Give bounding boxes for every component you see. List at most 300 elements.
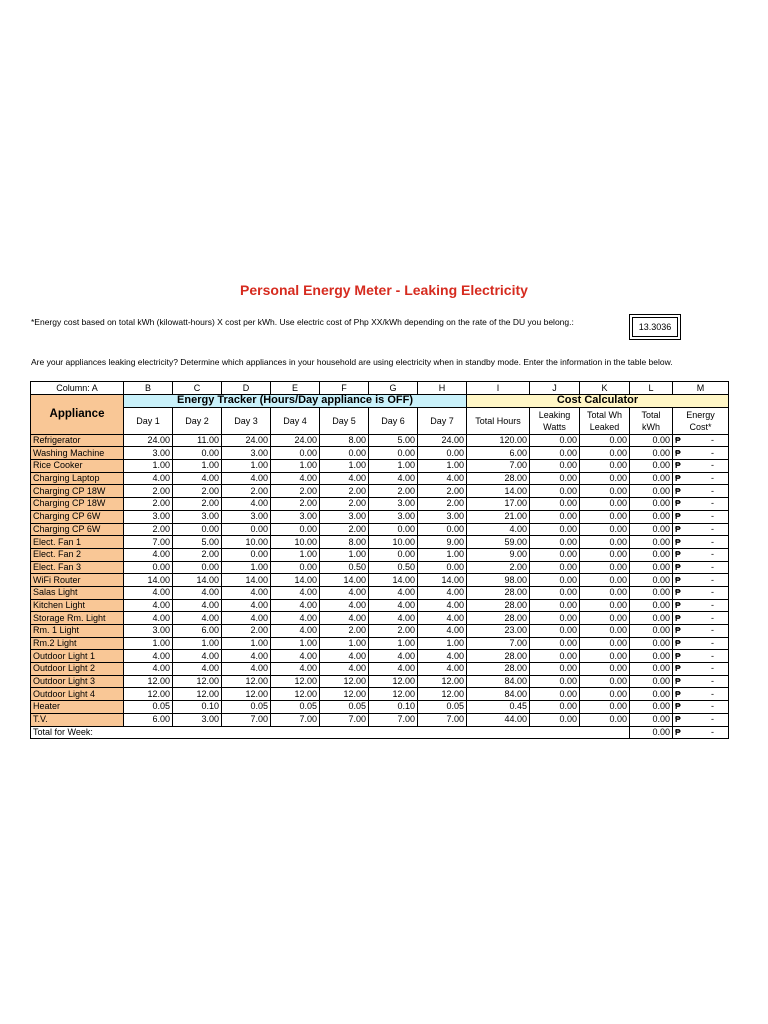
day-hours-cell[interactable]: 4.00: [320, 612, 369, 625]
leaking-watts-cell[interactable]: 0.00: [530, 599, 580, 612]
total-wh-cell: 0.00: [580, 472, 630, 485]
total-kwh-cell: 0.00: [630, 536, 673, 549]
peso-sign: ₱: [675, 599, 681, 610]
day-hours-cell[interactable]: 12.00: [418, 675, 467, 688]
appliance-name-cell[interactable]: T.V.: [31, 713, 124, 726]
day-hours-cell[interactable]: 0.00: [369, 447, 418, 460]
day-hours-cell[interactable]: 12.00: [418, 688, 467, 701]
leaking-watts-cell[interactable]: 0.00: [530, 713, 580, 726]
day-hours-cell[interactable]: 4.00: [222, 663, 271, 676]
total-wh-header: [580, 407, 630, 434]
day-hours-cell[interactable]: 0.00: [271, 561, 320, 574]
peso-sign: ₱: [675, 714, 681, 725]
energy-cost-value: -: [711, 485, 714, 496]
energy-cost-value: -: [711, 460, 714, 471]
energy-cost-cell: [673, 612, 729, 625]
day-hours-cell[interactable]: 2.00: [173, 498, 222, 511]
leaking-watts-cell[interactable]: 0.00: [530, 701, 580, 714]
energy-cost-value: -: [711, 574, 714, 585]
day-hours-cell[interactable]: 14.00: [271, 574, 320, 587]
day-hours-cell[interactable]: 3.00: [222, 447, 271, 460]
energy-cost-value: -: [711, 714, 714, 725]
total-wh-cell: 0.00: [580, 498, 630, 511]
day-hours-cell[interactable]: 1.00: [271, 460, 320, 473]
table-row: [31, 612, 729, 625]
leaking-watts-cell[interactable]: 0.00: [530, 460, 580, 473]
day-hours-cell[interactable]: 4.00: [320, 586, 369, 599]
leaking-watts-cell[interactable]: 0.00: [530, 637, 580, 650]
day-hours-cell[interactable]: 1.00: [124, 637, 173, 650]
total-for-week-label: Total for Week:: [31, 726, 630, 739]
day-hours-cell[interactable]: 0.05: [418, 701, 467, 714]
leaking-watts-cell[interactable]: 0.00: [530, 536, 580, 549]
energy-cost-value: -: [711, 473, 714, 484]
day-hours-cell[interactable]: 24.00: [124, 434, 173, 447]
day-hours-cell[interactable]: 4.00: [173, 472, 222, 485]
day-hours-cell[interactable]: 0.00: [369, 523, 418, 536]
appliance-header: Appliance: [31, 395, 124, 435]
day-hours-cell[interactable]: 7.00: [222, 713, 271, 726]
day-hours-cell[interactable]: 4.00: [124, 663, 173, 676]
day-hours-cell[interactable]: 4.00: [369, 663, 418, 676]
day-hours-cell[interactable]: 2.00: [369, 485, 418, 498]
day-hours-cell[interactable]: 3.00: [124, 510, 173, 523]
day-hours-cell[interactable]: 1.00: [271, 637, 320, 650]
day-hours-cell[interactable]: 10.00: [271, 536, 320, 549]
day-hours-cell[interactable]: 12.00: [222, 675, 271, 688]
peso-sign: ₱: [675, 688, 681, 699]
day-hours-cell[interactable]: 3.00: [124, 625, 173, 638]
day-hours-cell[interactable]: 24.00: [271, 434, 320, 447]
day-hours-cell[interactable]: 1.00: [320, 637, 369, 650]
day-hours-cell[interactable]: 12.00: [271, 688, 320, 701]
day-hours-cell[interactable]: 4.00: [418, 650, 467, 663]
appliance-name-cell[interactable]: Elect. Fan 1: [31, 536, 124, 549]
energy-cost-cell: [673, 625, 729, 638]
energy-cost-value: -: [711, 536, 714, 547]
day-hours-cell[interactable]: 0.00: [173, 447, 222, 460]
day-hours-cell[interactable]: 0.05: [271, 701, 320, 714]
day-hours-cell[interactable]: 4.00: [271, 472, 320, 485]
energy-cost-header: [673, 407, 729, 434]
total-kwh-cell: 0.00: [630, 485, 673, 498]
peso-sign: ₱: [675, 587, 681, 598]
day-hours-cell[interactable]: 4.00: [418, 625, 467, 638]
day-hours-cell[interactable]: 3.00: [320, 510, 369, 523]
day-hours-cell[interactable]: 4.00: [418, 599, 467, 612]
day-hours-cell[interactable]: 1.00: [418, 637, 467, 650]
table-row: [31, 561, 729, 574]
day-hours-cell[interactable]: 3.00: [418, 510, 467, 523]
day-header: Day 5: [320, 407, 369, 434]
total-wh-cell: 0.00: [580, 460, 630, 473]
leaking-watts-cell[interactable]: 0.00: [530, 561, 580, 574]
day-hours-cell[interactable]: 4.00: [271, 650, 320, 663]
day-hours-cell[interactable]: 4.00: [271, 599, 320, 612]
energy-cost-value: -: [711, 587, 714, 598]
peso-sign: ₱: [675, 650, 681, 661]
day-hours-cell[interactable]: 1.00: [173, 637, 222, 650]
day-hours-cell[interactable]: 1.00: [418, 548, 467, 561]
appliance-name-cell[interactable]: Refrigerator: [31, 434, 124, 447]
appliance-name-cell[interactable]: Outdoor Light 4: [31, 688, 124, 701]
day-hours-cell[interactable]: 0.00: [173, 523, 222, 536]
leaking-watts-cell[interactable]: 0.00: [530, 688, 580, 701]
leaking-watts-cell[interactable]: 0.00: [530, 472, 580, 485]
day-hours-cell[interactable]: 3.00: [173, 713, 222, 726]
leaking-watts-cell[interactable]: 0.00: [530, 510, 580, 523]
day-hours-cell[interactable]: 0.00: [271, 447, 320, 460]
day-hours-cell[interactable]: 0.50: [369, 561, 418, 574]
day-hours-cell[interactable]: 4.00: [222, 599, 271, 612]
total-wh-cell: 0.00: [580, 561, 630, 574]
day-hours-cell[interactable]: 11.00: [173, 434, 222, 447]
energy-cost-value: -: [711, 447, 714, 458]
table-row: [31, 447, 729, 460]
day-hours-cell[interactable]: 0.05: [124, 701, 173, 714]
day-hours-cell[interactable]: 4.00: [418, 612, 467, 625]
table-row: [31, 637, 729, 650]
total-wh-cell: 0.00: [580, 548, 630, 561]
day-hours-cell[interactable]: 14.00: [320, 574, 369, 587]
day-hours-cell[interactable]: 4.00: [124, 599, 173, 612]
day-hours-cell[interactable]: 0.10: [369, 701, 418, 714]
total-kwh-sum: 0.00: [630, 726, 673, 739]
appliance-name-cell[interactable]: Washing Machine: [31, 447, 124, 460]
day-hours-cell[interactable]: 4.00: [271, 663, 320, 676]
header-row: [31, 407, 729, 434]
appliance-name-cell[interactable]: Charging CP 6W: [31, 523, 124, 536]
day-hours-cell[interactable]: 3.00: [369, 510, 418, 523]
day-hours-cell[interactable]: 4.00: [418, 472, 467, 485]
total-kwh-cell: 0.00: [630, 701, 673, 714]
day-hours-cell[interactable]: 12.00: [320, 688, 369, 701]
energy-cost-value: -: [711, 523, 714, 534]
day-hours-cell[interactable]: 12.00: [124, 688, 173, 701]
day-hours-cell[interactable]: 6.00: [173, 625, 222, 638]
day-hours-cell[interactable]: 9.00: [418, 536, 467, 549]
day-hours-cell[interactable]: 5.00: [369, 434, 418, 447]
day-hours-cell[interactable]: 0.05: [222, 701, 271, 714]
day-hours-cell[interactable]: 1.00: [271, 548, 320, 561]
total-hours-cell: 28.00: [467, 663, 530, 676]
day-hours-cell[interactable]: 0.00: [222, 523, 271, 536]
day-hours-cell[interactable]: 2.00: [369, 625, 418, 638]
day-hours-cell[interactable]: 24.00: [418, 434, 467, 447]
column-letter: L: [630, 382, 673, 395]
leaking-watts-cell[interactable]: 0.00: [530, 574, 580, 587]
appliance-name-cell[interactable]: Charging Laptop: [31, 472, 124, 485]
day-hours-cell[interactable]: 4.00: [369, 650, 418, 663]
day-hours-cell[interactable]: 12.00: [320, 675, 369, 688]
day-hours-cell[interactable]: 3.00: [369, 498, 418, 511]
table-row: [31, 485, 729, 498]
day-hours-cell[interactable]: 2.00: [124, 523, 173, 536]
total-kwh-cell: 0.00: [630, 523, 673, 536]
day-hours-cell[interactable]: 1.00: [222, 561, 271, 574]
instructions-text: Are your appliances leaking electricity? Determine which appliances in your household are using electricity when in standby mode. Enter the information in the table below.: [31, 357, 673, 367]
day-hours-cell[interactable]: 2.00: [222, 625, 271, 638]
column-letter: C: [173, 382, 222, 395]
appliance-name-cell[interactable]: Rm.2 Light: [31, 637, 124, 650]
day-hours-cell[interactable]: 12.00: [222, 688, 271, 701]
table-row: [31, 688, 729, 701]
total-hours-cell: 120.00: [467, 434, 530, 447]
day-hours-cell[interactable]: 10.00: [369, 536, 418, 549]
total-kwh-cell: 0.00: [630, 460, 673, 473]
column-letter-row: [31, 382, 729, 395]
leaking-watts-cell[interactable]: 0.00: [530, 485, 580, 498]
day-hours-cell[interactable]: 0.00: [418, 561, 467, 574]
day-hours-cell[interactable]: 2.00: [418, 485, 467, 498]
leaking-watts-cell[interactable]: 0.00: [530, 663, 580, 676]
leaking-watts-cell[interactable]: 0.00: [530, 675, 580, 688]
day-hours-cell[interactable]: 4.00: [222, 472, 271, 485]
day-hours-cell[interactable]: 4.00: [369, 586, 418, 599]
appliance-name-cell[interactable]: Rice Cooker: [31, 460, 124, 473]
day-hours-cell[interactable]: 4.00: [369, 612, 418, 625]
energy-cost-line2: Cost*: [689, 421, 712, 432]
day-hours-cell[interactable]: 2.00: [124, 498, 173, 511]
day-hours-cell[interactable]: 4.00: [124, 548, 173, 561]
energy-cost-cell: [673, 574, 729, 587]
day-hours-cell[interactable]: 14.00: [369, 574, 418, 587]
day-hours-cell[interactable]: 4.00: [369, 472, 418, 485]
energy-cost-cell: [673, 548, 729, 561]
peso-sign: ₱: [675, 676, 681, 687]
day-hours-cell[interactable]: 8.00: [320, 536, 369, 549]
column-label: Column: A: [31, 382, 124, 395]
day-hours-cell[interactable]: 4.00: [124, 586, 173, 599]
total-hours-cell: 28.00: [467, 650, 530, 663]
day-hours-cell[interactable]: 2.00: [271, 498, 320, 511]
day-hours-cell[interactable]: 2.00: [320, 625, 369, 638]
energy-cost-cell: [673, 637, 729, 650]
total-kwh-cell: 0.00: [630, 472, 673, 485]
day-hours-cell[interactable]: 3.00: [222, 510, 271, 523]
day-hours-cell[interactable]: 0.00: [222, 548, 271, 561]
day-hours-cell[interactable]: 1.00: [320, 460, 369, 473]
day-hours-cell[interactable]: 14.00: [124, 574, 173, 587]
total-wh-cell: 0.00: [580, 675, 630, 688]
day-hours-cell[interactable]: 0.10: [173, 701, 222, 714]
day-hours-cell[interactable]: 12.00: [124, 675, 173, 688]
leaking-watts-cell[interactable]: 0.00: [530, 447, 580, 460]
energy-cost-cell: [673, 650, 729, 663]
total-hours-cell: 14.00: [467, 485, 530, 498]
energy-cost-value: -: [711, 549, 714, 560]
day-hours-cell[interactable]: 7.00: [320, 713, 369, 726]
day-hours-cell[interactable]: 0.05: [320, 701, 369, 714]
day-hours-cell[interactable]: 4.00: [222, 612, 271, 625]
leaking-watts-cell[interactable]: 0.00: [530, 612, 580, 625]
energy-cost-line1: Energy: [686, 409, 715, 420]
energy-tracker-header: Energy Tracker (Hours/Day appliance is OFF): [124, 395, 467, 408]
day-hours-cell[interactable]: 1.00: [173, 460, 222, 473]
total-hours-cell: 28.00: [467, 599, 530, 612]
appliance-name-cell[interactable]: Outdoor Light 3: [31, 675, 124, 688]
day-hours-cell[interactable]: 2.00: [173, 548, 222, 561]
day-hours-cell[interactable]: 12.00: [173, 688, 222, 701]
total-hours-cell: 84.00: [467, 688, 530, 701]
day-hours-cell[interactable]: 8.00: [320, 434, 369, 447]
leaking-watts-cell[interactable]: 0.00: [530, 586, 580, 599]
total-wh-cell: 0.00: [580, 713, 630, 726]
appliance-name-cell[interactable]: Charging CP 18W: [31, 498, 124, 511]
table-row: [31, 625, 729, 638]
leaking-watts-cell[interactable]: 0.00: [530, 650, 580, 663]
leaking-watts-cell[interactable]: 0.00: [530, 434, 580, 447]
day-hours-cell[interactable]: 7.00: [124, 536, 173, 549]
day-hours-cell[interactable]: 4.00: [173, 612, 222, 625]
day-hours-cell[interactable]: 0.00: [124, 561, 173, 574]
day-hours-cell[interactable]: 4.00: [124, 472, 173, 485]
day-hours-cell[interactable]: 7.00: [418, 713, 467, 726]
leaking-watts-cell[interactable]: 0.00: [530, 523, 580, 536]
day-hours-cell[interactable]: 0.00: [369, 548, 418, 561]
day-hours-cell[interactable]: 4.00: [173, 599, 222, 612]
day-hours-cell[interactable]: 4.00: [369, 599, 418, 612]
day-hours-cell[interactable]: 10.00: [222, 536, 271, 549]
day-hours-cell[interactable]: 0.00: [271, 523, 320, 536]
leaking-watts-cell[interactable]: 0.00: [530, 548, 580, 561]
appliance-name-cell[interactable]: Heater: [31, 701, 124, 714]
energy-table: [30, 381, 729, 739]
day-hours-cell[interactable]: 4.00: [222, 498, 271, 511]
day-hours-cell[interactable]: 2.00: [418, 498, 467, 511]
energy-cost-value: -: [711, 638, 714, 649]
day-hours-cell[interactable]: 4.00: [124, 650, 173, 663]
day-hours-cell[interactable]: 4.00: [271, 625, 320, 638]
day-hours-cell[interactable]: 1.00: [369, 460, 418, 473]
energy-cost-cell: [673, 447, 729, 460]
day-hours-cell[interactable]: 2.00: [173, 485, 222, 498]
day-hours-cell[interactable]: 3.00: [271, 510, 320, 523]
total-kwh-cell: 0.00: [630, 612, 673, 625]
day-hours-cell[interactable]: 4.00: [124, 612, 173, 625]
day-hours-cell[interactable]: 12.00: [271, 675, 320, 688]
appliance-name-cell[interactable]: Rm. 1 Light: [31, 625, 124, 638]
appliance-name-cell[interactable]: Salas Light: [31, 586, 124, 599]
day-hours-cell[interactable]: 1.00: [222, 637, 271, 650]
day-hours-cell[interactable]: 0.00: [418, 523, 467, 536]
day-hours-cell[interactable]: 2.00: [320, 498, 369, 511]
day-hours-cell[interactable]: 1.00: [320, 548, 369, 561]
day-hours-cell[interactable]: 5.00: [173, 536, 222, 549]
energy-cost-cell: [673, 434, 729, 447]
day-hours-cell[interactable]: 4.00: [320, 472, 369, 485]
day-hours-cell[interactable]: 4.00: [320, 599, 369, 612]
day-hours-cell[interactable]: 6.00: [124, 713, 173, 726]
day-hours-cell[interactable]: 14.00: [418, 574, 467, 587]
energy-cost-cell: [673, 701, 729, 714]
total-wh-cell: 0.00: [580, 485, 630, 498]
day-hours-cell[interactable]: 1.00: [369, 637, 418, 650]
energy-cost-cell: [673, 675, 729, 688]
total-kwh-cell: 0.00: [630, 637, 673, 650]
day-hours-cell[interactable]: 0.00: [173, 561, 222, 574]
day-hours-cell[interactable]: 7.00: [271, 713, 320, 726]
column-letter: B: [124, 382, 173, 395]
appliance-name-cell[interactable]: Storage Rm. Light: [31, 612, 124, 625]
day-hours-cell[interactable]: 2.00: [320, 485, 369, 498]
total-kwh-cell: 0.00: [630, 447, 673, 460]
energy-cost-value: -: [711, 663, 714, 674]
day-hours-cell[interactable]: 4.00: [173, 663, 222, 676]
day-hours-cell[interactable]: 2.00: [222, 485, 271, 498]
day-hours-cell[interactable]: 4.00: [271, 586, 320, 599]
total-kwh-cell: 0.00: [630, 548, 673, 561]
day-hours-cell[interactable]: 1.00: [418, 460, 467, 473]
peso-sign: ₱: [675, 435, 681, 446]
day-hours-cell[interactable]: 4.00: [173, 586, 222, 599]
total-wh-cell: 0.00: [580, 637, 630, 650]
total-kwh-cell: 0.00: [630, 675, 673, 688]
day-hours-cell[interactable]: 7.00: [369, 713, 418, 726]
appliance-name-cell[interactable]: Elect. Fan 3: [31, 561, 124, 574]
day-hours-cell[interactable]: 1.00: [124, 460, 173, 473]
day-hours-cell[interactable]: 4.00: [222, 650, 271, 663]
day-hours-cell[interactable]: 24.00: [222, 434, 271, 447]
table-row: [31, 498, 729, 511]
energy-cost-value: -: [711, 511, 714, 522]
day-hours-cell[interactable]: 4.00: [320, 650, 369, 663]
appliance-name-cell[interactable]: Charging CP 18W: [31, 485, 124, 498]
day-hours-cell[interactable]: 12.00: [369, 675, 418, 688]
total-wh-cell: 0.00: [580, 688, 630, 701]
day-hours-cell[interactable]: 4.00: [418, 663, 467, 676]
appliance-name-cell[interactable]: Kitchen Light: [31, 599, 124, 612]
day-hours-cell[interactable]: 0.00: [320, 447, 369, 460]
day-hours-cell[interactable]: 4.00: [320, 663, 369, 676]
appliance-name-cell[interactable]: WiFi Router: [31, 574, 124, 587]
day-hours-cell[interactable]: 2.00: [271, 485, 320, 498]
energy-cost-value: -: [711, 435, 714, 446]
day-hours-cell[interactable]: 2.00: [124, 485, 173, 498]
day-hours-cell[interactable]: 2.00: [320, 523, 369, 536]
leaking-watts-cell[interactable]: 0.00: [530, 498, 580, 511]
rate-per-kwh-cell[interactable]: [629, 314, 681, 340]
day-hours-cell[interactable]: 4.00: [173, 650, 222, 663]
appliance-name-cell[interactable]: Outdoor Light 1: [31, 650, 124, 663]
day-hours-cell[interactable]: 4.00: [418, 586, 467, 599]
leaking-watts-line1: Leaking: [538, 409, 571, 420]
appliance-name-cell[interactable]: Charging CP 6W: [31, 510, 124, 523]
day-hours-cell[interactable]: 12.00: [173, 675, 222, 688]
day-hours-cell[interactable]: 12.00: [369, 688, 418, 701]
leaking-watts-cell[interactable]: 0.00: [530, 625, 580, 638]
day-hours-cell[interactable]: 4.00: [222, 586, 271, 599]
appliance-name-cell[interactable]: Elect. Fan 2: [31, 548, 124, 561]
table-row: [31, 523, 729, 536]
appliance-name-cell[interactable]: Outdoor Light 2: [31, 663, 124, 676]
table-row: [31, 574, 729, 587]
energy-cost-cell: [673, 498, 729, 511]
day-hours-cell[interactable]: 1.00: [222, 460, 271, 473]
peso-sign: ₱: [675, 663, 681, 674]
total-wh-cell: 0.00: [580, 523, 630, 536]
energy-cost-cell: [673, 485, 729, 498]
day-hours-cell[interactable]: 14.00: [173, 574, 222, 587]
table-row: [31, 586, 729, 599]
day-hours-cell[interactable]: 14.00: [222, 574, 271, 587]
day-hours-cell[interactable]: 0.50: [320, 561, 369, 574]
table-row: [31, 713, 729, 726]
day-hours-cell[interactable]: 3.00: [124, 447, 173, 460]
day-hours-cell[interactable]: 3.00: [173, 510, 222, 523]
day-hours-cell[interactable]: 4.00: [271, 612, 320, 625]
day-hours-cell[interactable]: 0.00: [418, 447, 467, 460]
